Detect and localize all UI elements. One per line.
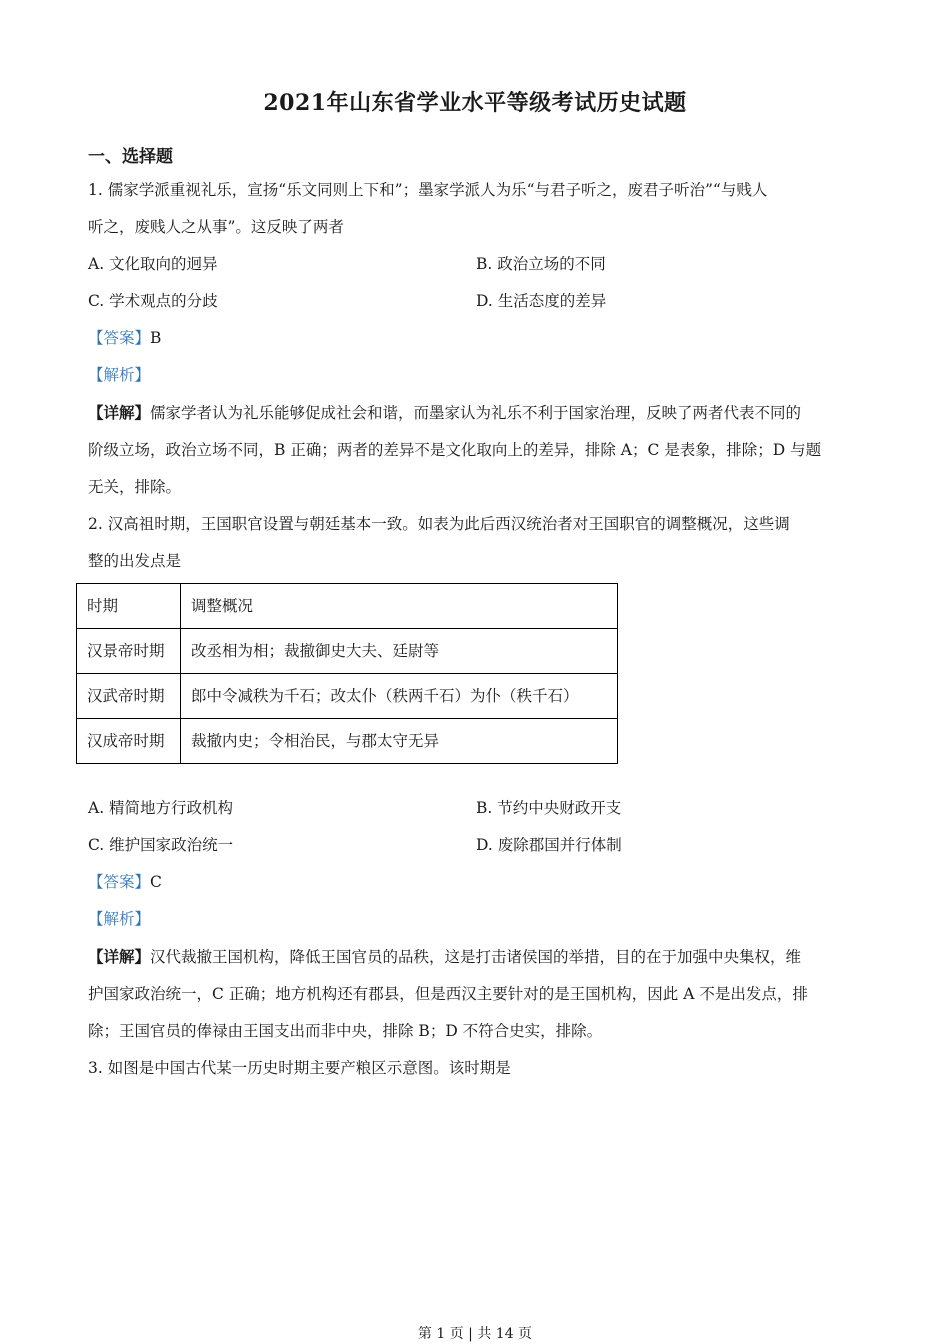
q2-detail-text-1: 汉代裁撤王国机构，降低王国官员的品秩，这是打击诸侯国的举措，目的在于加强中央集权，维 <box>150 948 802 966</box>
q2-detail-line-3: 除；王国官员的俸禄由王国支出而非中央，排除 B；D 不符合史实，排除。 <box>88 1022 603 1040</box>
table-cell-period: 汉景帝时期 <box>77 629 181 674</box>
q2-analysis <box>88 901 864 938</box>
q1-answer <box>88 320 864 357</box>
q2-option-d: D. 废除郡国并行体制 <box>476 836 622 854</box>
q2-stem-line-1: 2. 汉高祖时期，王国职官设置与朝廷基本一致。如表为此后西汉统治者对王国职官的调整概况，这些调 <box>88 515 790 533</box>
question-3 <box>88 1050 864 1087</box>
questions-content <box>88 172 864 1087</box>
q1-answer-tag: 【答案】 <box>88 329 151 347</box>
table-cell-period: 汉武帝时期 <box>77 674 181 719</box>
q3-stem-line-1: 3. 如图是中国古代某一历史时期主要产粮区示意图。该时期是 <box>88 1059 511 1077</box>
table-cell-summary: 裁撤内史；令相治民，与郡太守无异 <box>181 719 618 764</box>
section-heading: 一、选择题 <box>88 147 173 167</box>
q2-answer-value: C <box>150 873 162 891</box>
page-footer: 第 1 页 | 共 14 页 <box>417 1326 533 1342</box>
q1-option-d: D. 生活态度的差异 <box>476 292 607 310</box>
q2-answer <box>88 864 864 901</box>
q2-options-row-1 <box>88 790 864 827</box>
table-cell-summary: 郎中令减秩为千石；改太仆（秩两千石）为仆（秩千石） <box>181 674 618 719</box>
q1-detail-line-1 <box>88 394 864 432</box>
q1-detail-tag: 【详解】 <box>88 403 151 422</box>
table-cell-summary: 改丞相为相；裁撤御史大夫、廷尉等 <box>181 629 618 674</box>
q2-answer-tag: 【答案】 <box>88 873 151 891</box>
q2-detail-line-2: 护国家政治统一，C 正确；地方机构还有郡县，但是西汉主要针对的是王国机构，因此 A 不是出发点，排 <box>88 985 808 1003</box>
q2-detail-line-1 <box>88 938 864 976</box>
table-row <box>77 629 618 674</box>
q1-answer-value: B <box>150 329 162 347</box>
table-header-period: 时期 <box>77 584 181 629</box>
q1-option-a: A. 文化取向的迥异 <box>88 255 218 273</box>
table-row <box>77 719 618 764</box>
q1-option-c: C. 学术观点的分歧 <box>88 292 218 310</box>
q1-detail-text-1: 儒家学者认为礼乐能够促成社会和谐，而墨家认为礼乐不利于国家治理，反映了两者代表不同的 <box>150 404 802 422</box>
q1-detail-line-2: 阶级立场，政治立场不同，B 正确；两者的差异不是文化取向上的差异，排除 A；C 是表象，排除；D 与题 <box>88 441 822 459</box>
q1-stem-line-2: 听之，废贱人之从事”。这反映了两者 <box>88 218 344 236</box>
table-row <box>77 674 618 719</box>
q2-options-row-2 <box>88 827 864 864</box>
adjustment-table <box>76 583 618 764</box>
q1-analysis-tag: 【解析】 <box>88 366 151 384</box>
table-cell-period: 汉成帝时期 <box>77 719 181 764</box>
q2-analysis-tag: 【解析】 <box>88 910 151 928</box>
page-title: 2021年山东省学业水平等级考试历史试题 <box>263 90 687 116</box>
q1-stem-line-1: 1. 儒家学派重视礼乐，宣扬“乐文同则上下和”；墨家学派人为乐“与君子听之，废君子听治”“与贱人 <box>88 181 768 199</box>
q1-options-row-2 <box>88 283 864 320</box>
q2-stem-line-2: 整的出发点是 <box>88 552 182 570</box>
q2-option-b: B. 节约中央财政开支 <box>476 799 622 817</box>
q1-analysis <box>88 357 864 394</box>
question-2 <box>88 506 864 1050</box>
q2-detail-tag: 【详解】 <box>88 947 151 966</box>
q1-option-b: B. 政治立场的不同 <box>476 255 606 273</box>
q2-option-a: A. 精简地方行政机构 <box>88 799 234 817</box>
q1-options-row-1 <box>88 246 864 283</box>
question-1 <box>88 172 864 506</box>
q1-detail-line-3: 无关，排除。 <box>88 478 182 496</box>
q2-option-c: C. 维护国家政治统一 <box>88 836 234 854</box>
table-header-row <box>77 584 618 629</box>
table-header-summary: 调整概况 <box>181 584 618 629</box>
